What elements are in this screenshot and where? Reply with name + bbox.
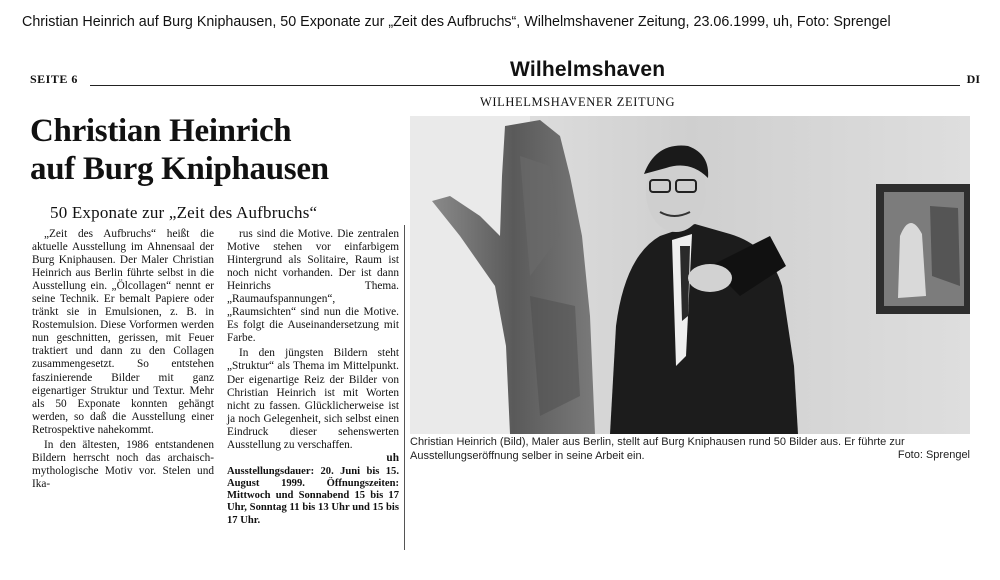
cut-off-text: DI xyxy=(966,72,980,86)
article-headline xyxy=(30,112,400,188)
paragraph: rus sind die Motive. Die zentralen Motive stehen vor einfarbigem Hintergrund als Solitaire, Raum ist noch nicht vorhanden. Der ist dann Heinrichs Thema. „Raumaufspannungen“, „Raumsichten“ sind nun die Motive. Es folgt die Auseinandersetzung mit Farbe. xyxy=(227,228,399,345)
page-number-label: SEITE 6 xyxy=(30,72,78,86)
paragraph: In den jüngsten Bildern steht „Struktur“ als Thema im Mittelpunkt. Der eigenartige Reiz der Bilder von Christian Heinrich ist mit Worten nicht zu fassen. Glücklicherweise ist ja noch Gelegenheit, sich selbst einen Eindruck dieser sehenswerten Ausstellung zu verschaffen. xyxy=(227,347,399,451)
article-photo xyxy=(410,116,970,434)
paragraph: „Zeit des Aufbruchs“ heißt die aktuelle Ausstellung im Ahnensaal der Burg Kniphausen. Der Maler Christian Heinrich aus Berlin führte selbst in die Ausstellung ein. „Ölcollagen“ nennt er seine Technik. Er bemalt Papiere oder tränkt sie in Emulsionen, z. B. in Rostemulsion. Diese Vorformen werden nun geschnitten, gerissen, mit Feuer traktiert und dann zu den Collagen zusammengesetzt. So entstehen faszinierende Bilder mit ganz eigenartiger Struktur und Textur. Mehr als 50 Exponate konnten gehängt werden, so daß die Ausstellung einer Retrospektive nahekommt. xyxy=(32,228,214,436)
headline-line-2: auf Burg Kniphausen xyxy=(30,151,329,187)
headline-line-1: Christian Heinrich xyxy=(30,113,292,149)
header-rule xyxy=(90,85,960,86)
newspaper-masthead: WILHELMSHAVENER ZEITUNG xyxy=(480,95,676,109)
document-caption: Christian Heinrich auf Burg Kniphausen, 50 Exponate zur „Zeit des Aufbruchs“, Wilhelmshavener Zeitung, 23.06.1999, uh, Foto: Sprengel xyxy=(22,14,891,30)
exhibition-info: Ausstellungsdauer: 20. Juni bis 15. August 1999. Öffnungszeiten: Mittwoch und Sonnabend 15 bis 17 Uhr, Sonntag 11 bis 13 Uhr und 15 bis 17 Uhr. xyxy=(227,465,399,526)
photo-credit: Foto: Sprengel xyxy=(897,449,970,461)
person-hand xyxy=(688,264,732,292)
article-column-2 xyxy=(227,228,399,527)
author-byline: uh xyxy=(386,451,399,464)
paragraph: In den ältesten, 1986 entstandenen Bildern herrscht noch das archaisch-mythologische Motiv vor. Stelen und Ika- xyxy=(32,438,214,490)
article-subheadline: 50 Exponate zur „Zeit des Aufbruchs“ xyxy=(50,203,318,222)
column-divider xyxy=(404,225,405,550)
newspaper-page-header xyxy=(30,58,980,88)
article-column-1 xyxy=(32,228,214,491)
section-title: Wilhelmshaven xyxy=(510,58,666,81)
photo-caption: Christian Heinrich (Bild), Maler aus Berlin, stellt auf Burg Kniphausen rund 50 Bilder aus. Er führte zur Ausstellungseröffnung selber in seine Arbeit ein. xyxy=(410,436,905,462)
